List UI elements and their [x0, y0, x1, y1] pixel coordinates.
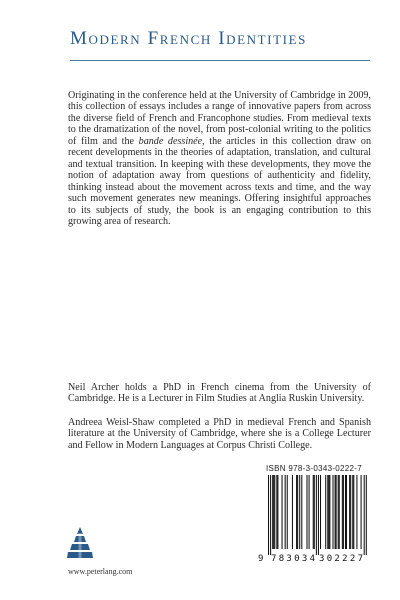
- series-title: Modern French Identities: [70, 28, 307, 49]
- barcode-bar: [313, 475, 314, 549]
- barcode-bar: [299, 475, 300, 549]
- barcode-left-digits: 783034: [271, 554, 315, 563]
- title-divider: [70, 60, 370, 61]
- barcode-bars: [268, 475, 367, 555]
- barcode-bar: [297, 475, 298, 549]
- barcode-right-digits: 302227: [319, 554, 363, 563]
- barcode-bar: [277, 475, 278, 549]
- barcode-bar: [272, 475, 273, 549]
- description-italic-term: bande dessinée: [138, 135, 203, 147]
- barcode-bar: [332, 475, 333, 549]
- barcode-bar: [335, 475, 336, 549]
- author-bio-andreea-weisl-shaw: Andreea Weisl-Shaw completed a PhD in medieval French and Spanish literature at the University of Cambridge, where she is a College Lecturer and Fellow in Modern Languages at Corpus Christi College.: [68, 417, 371, 451]
- barcode-bar: [296, 475, 297, 549]
- barcode-bar: [349, 475, 350, 549]
- barcode-bar: [320, 475, 321, 549]
- barcode-bar: [329, 475, 330, 549]
- barcode-bar: [350, 475, 351, 549]
- barcode-bar: [285, 475, 286, 549]
- barcode-bar: [306, 475, 307, 549]
- publisher-website: www.peterlang.com: [68, 567, 133, 576]
- barcode-bar: [345, 475, 346, 549]
- barcode-bar: [309, 475, 310, 549]
- barcode-bar: [325, 475, 326, 549]
- barcode-bar: [336, 475, 337, 549]
- barcode-bar: [346, 475, 347, 549]
- barcode-bar: [342, 475, 343, 549]
- barcode-bar: [339, 475, 340, 549]
- description-text-1: Originating in the conference held at the University of Cambridge in 2009, this collection of essays includes a range of innovative papers from across the diverse field of French and Francophone studies. From medieval texts to the dramatization of the novel, from post-colonial writing to the politics of film and the: [68, 90, 371, 147]
- barcode-bar: [282, 475, 283, 549]
- barcode-bar: [274, 475, 275, 549]
- barcode-bar: [287, 475, 288, 549]
- barcode: [258, 475, 369, 563]
- barcode-bar: [270, 475, 271, 555]
- barcode-bar: [314, 475, 315, 549]
- peter-lang-logo-icon: [66, 525, 94, 561]
- description-text-2: , the articles in this collection draw on recent developments in the theories of adaptation, translation, and cultural and textual transition. In keeping with these developments, they move the notion of adaptation away from questions of authenticity and fidelity, thinking instead about the movement across texts and time, and the way such movement generates new meanings. Offering insightful approaches to its subjects of study, the book is an engaging contribution to this growing area of research.: [68, 135, 372, 227]
- barcode-bar: [328, 475, 329, 549]
- barcode-bar: [356, 475, 357, 549]
- barcode-lead-digit: 9: [258, 554, 264, 563]
- barcode-bar: [316, 475, 317, 555]
- book-description: [68, 90, 371, 227]
- barcode-bar: [352, 475, 353, 549]
- barcode-bar: [361, 475, 362, 549]
- barcode-bar: [292, 475, 293, 549]
- barcode-bar: [273, 475, 274, 549]
- barcode-bar: [353, 475, 354, 549]
- barcode-bar: [327, 475, 328, 549]
- barcode-bar: [276, 475, 277, 549]
- barcode-bar: [366, 475, 367, 555]
- barcode-bar: [343, 475, 344, 549]
- isbn-label: ISBN 978-3-0343-0222-7: [266, 464, 362, 473]
- author-bio-neil-archer: Neil Archer holds a PhD in French cinema from the University of Cambridge. He is a Lecturer in Film Studies at Anglia Ruskin University.: [68, 382, 371, 405]
- barcode-bar: [301, 475, 302, 549]
- barcode-bar: [318, 475, 319, 555]
- barcode-bar: [364, 475, 365, 555]
- barcode-bar: [338, 475, 339, 549]
- barcode-bar: [268, 475, 269, 555]
